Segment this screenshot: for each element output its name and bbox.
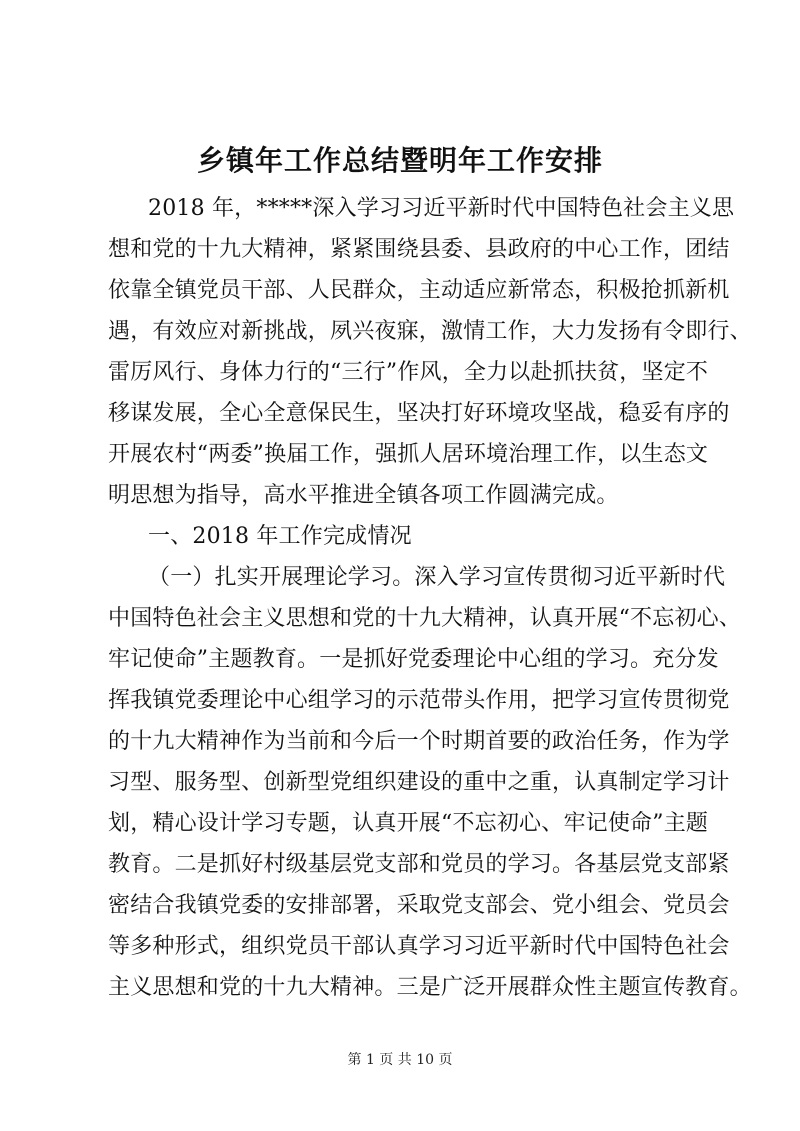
paragraph-line: 移谋发展，全心全意保民生，坚决打好环境攻坚战，稳妥有序的	[108, 401, 730, 426]
paragraph-line: 牢记使命”主题教育。一是抓好党委理论中心组的学习。充分发	[108, 647, 719, 672]
paragraph-line: 划，精心设计学习专题，认真开展“不忘初心、牢记使命”主题	[108, 811, 709, 836]
document-body	[108, 188, 752, 1008]
paragraph-line: 开展农村“两委”换届工作，强抓人居环境治理工作，以生态文	[108, 442, 709, 467]
paragraph-line: 依靠全镇党员干部、人民群众，主动适应新常态，积极抢抓新机	[108, 278, 730, 303]
paragraph-line: （一）扎实开展理论学习。深入学习宣传贯彻习近平新时代	[148, 565, 726, 590]
page-number-footer: 第 1 页 共 10 页	[347, 1052, 453, 1068]
section-heading: 一、2018 年工作完成情况	[148, 524, 412, 549]
paragraph-line: 习型、服务型、创新型党组织建设的重中之重，认真制定学习计	[108, 770, 730, 795]
document-title: 乡镇年工作总结暨明年工作安排	[196, 144, 603, 177]
paragraph-line: 密结合我镇党委的安排部署，采取党支部会、党小组会、党员会	[108, 893, 730, 918]
paragraph-line: 想和党的十九大精神，紧紧围绕县委、县政府的中心工作，团结	[108, 237, 730, 262]
paragraph-line: 中国特色社会主义思想和党的十九大精神，认真开展“不忘初心、	[108, 606, 742, 631]
paragraph-line: 等多种形式，组织党员干部认真学习习近平新时代中国特色社会	[108, 934, 730, 959]
paragraph-line: 明思想为指导，高水平推进全镇各项工作圆满完成。	[108, 483, 619, 508]
paragraph-line: 的十九大精神作为当前和今后一个时期首要的政治任务，作为学	[108, 729, 730, 754]
paragraph-line: 教育。二是抓好村级基层党支部和党员的学习。各基层党支部紧	[108, 852, 730, 877]
paragraph-line: 挥我镇党委理论中心组学习的示范带头作用，把学习宣传贯彻党	[108, 688, 730, 713]
paragraph-line: 2018 年，*****深入学习习近平新时代中国特色社会主义思	[148, 196, 735, 221]
paragraph-line: 雷厉风行、身体力行的“三行”作风，全力以赴抓扶贫，坚定不	[108, 360, 709, 385]
paragraph-line: 主义思想和党的十九大精神。三是广泛开展群众性主题宣传教育。	[108, 975, 752, 1000]
paragraph-line: 遇，有效应对新挑战，夙兴夜寐，激情工作，大力发扬有令即行、	[108, 319, 752, 344]
